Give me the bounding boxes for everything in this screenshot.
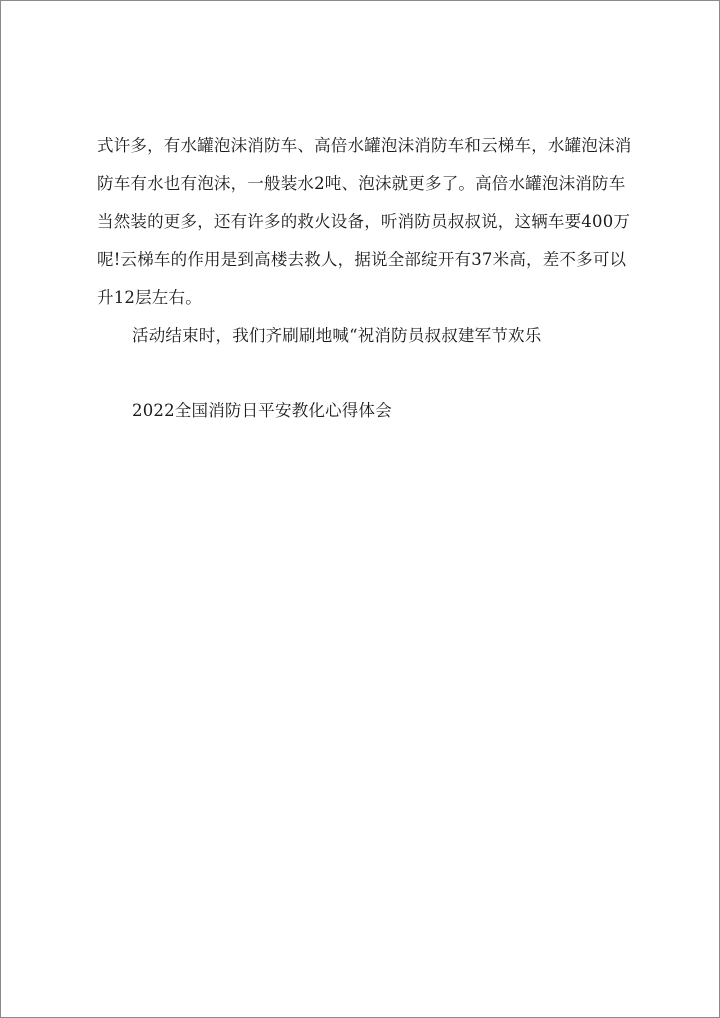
- body-text-line: 呢!云梯车的作用是到高楼去救人，据说全部绽开有37米高，差不多可以: [97, 250, 627, 269]
- section-title: 2022全国消防日平安教化心得体会: [132, 401, 392, 420]
- body-text-line: 式许多，有水罐泡沫消防车、高倍水罐泡沫消防车和云梯车，水罐泡沫消: [97, 136, 632, 155]
- body-text-line: 升12层左右。: [97, 288, 202, 307]
- body-text-line: 当然装的更多，还有许多的救火设备，听消防员叔叔说，这辆车要400万: [97, 212, 631, 231]
- closing-paragraph: 活动结束时，我们齐刷刷地喊“祝消防员叔叔建军节欢乐: [132, 326, 542, 345]
- body-text-line: 防车有水也有泡沫，一般装水2吨、泡沫就更多了。高倍水罐泡沫消防车: [97, 174, 626, 193]
